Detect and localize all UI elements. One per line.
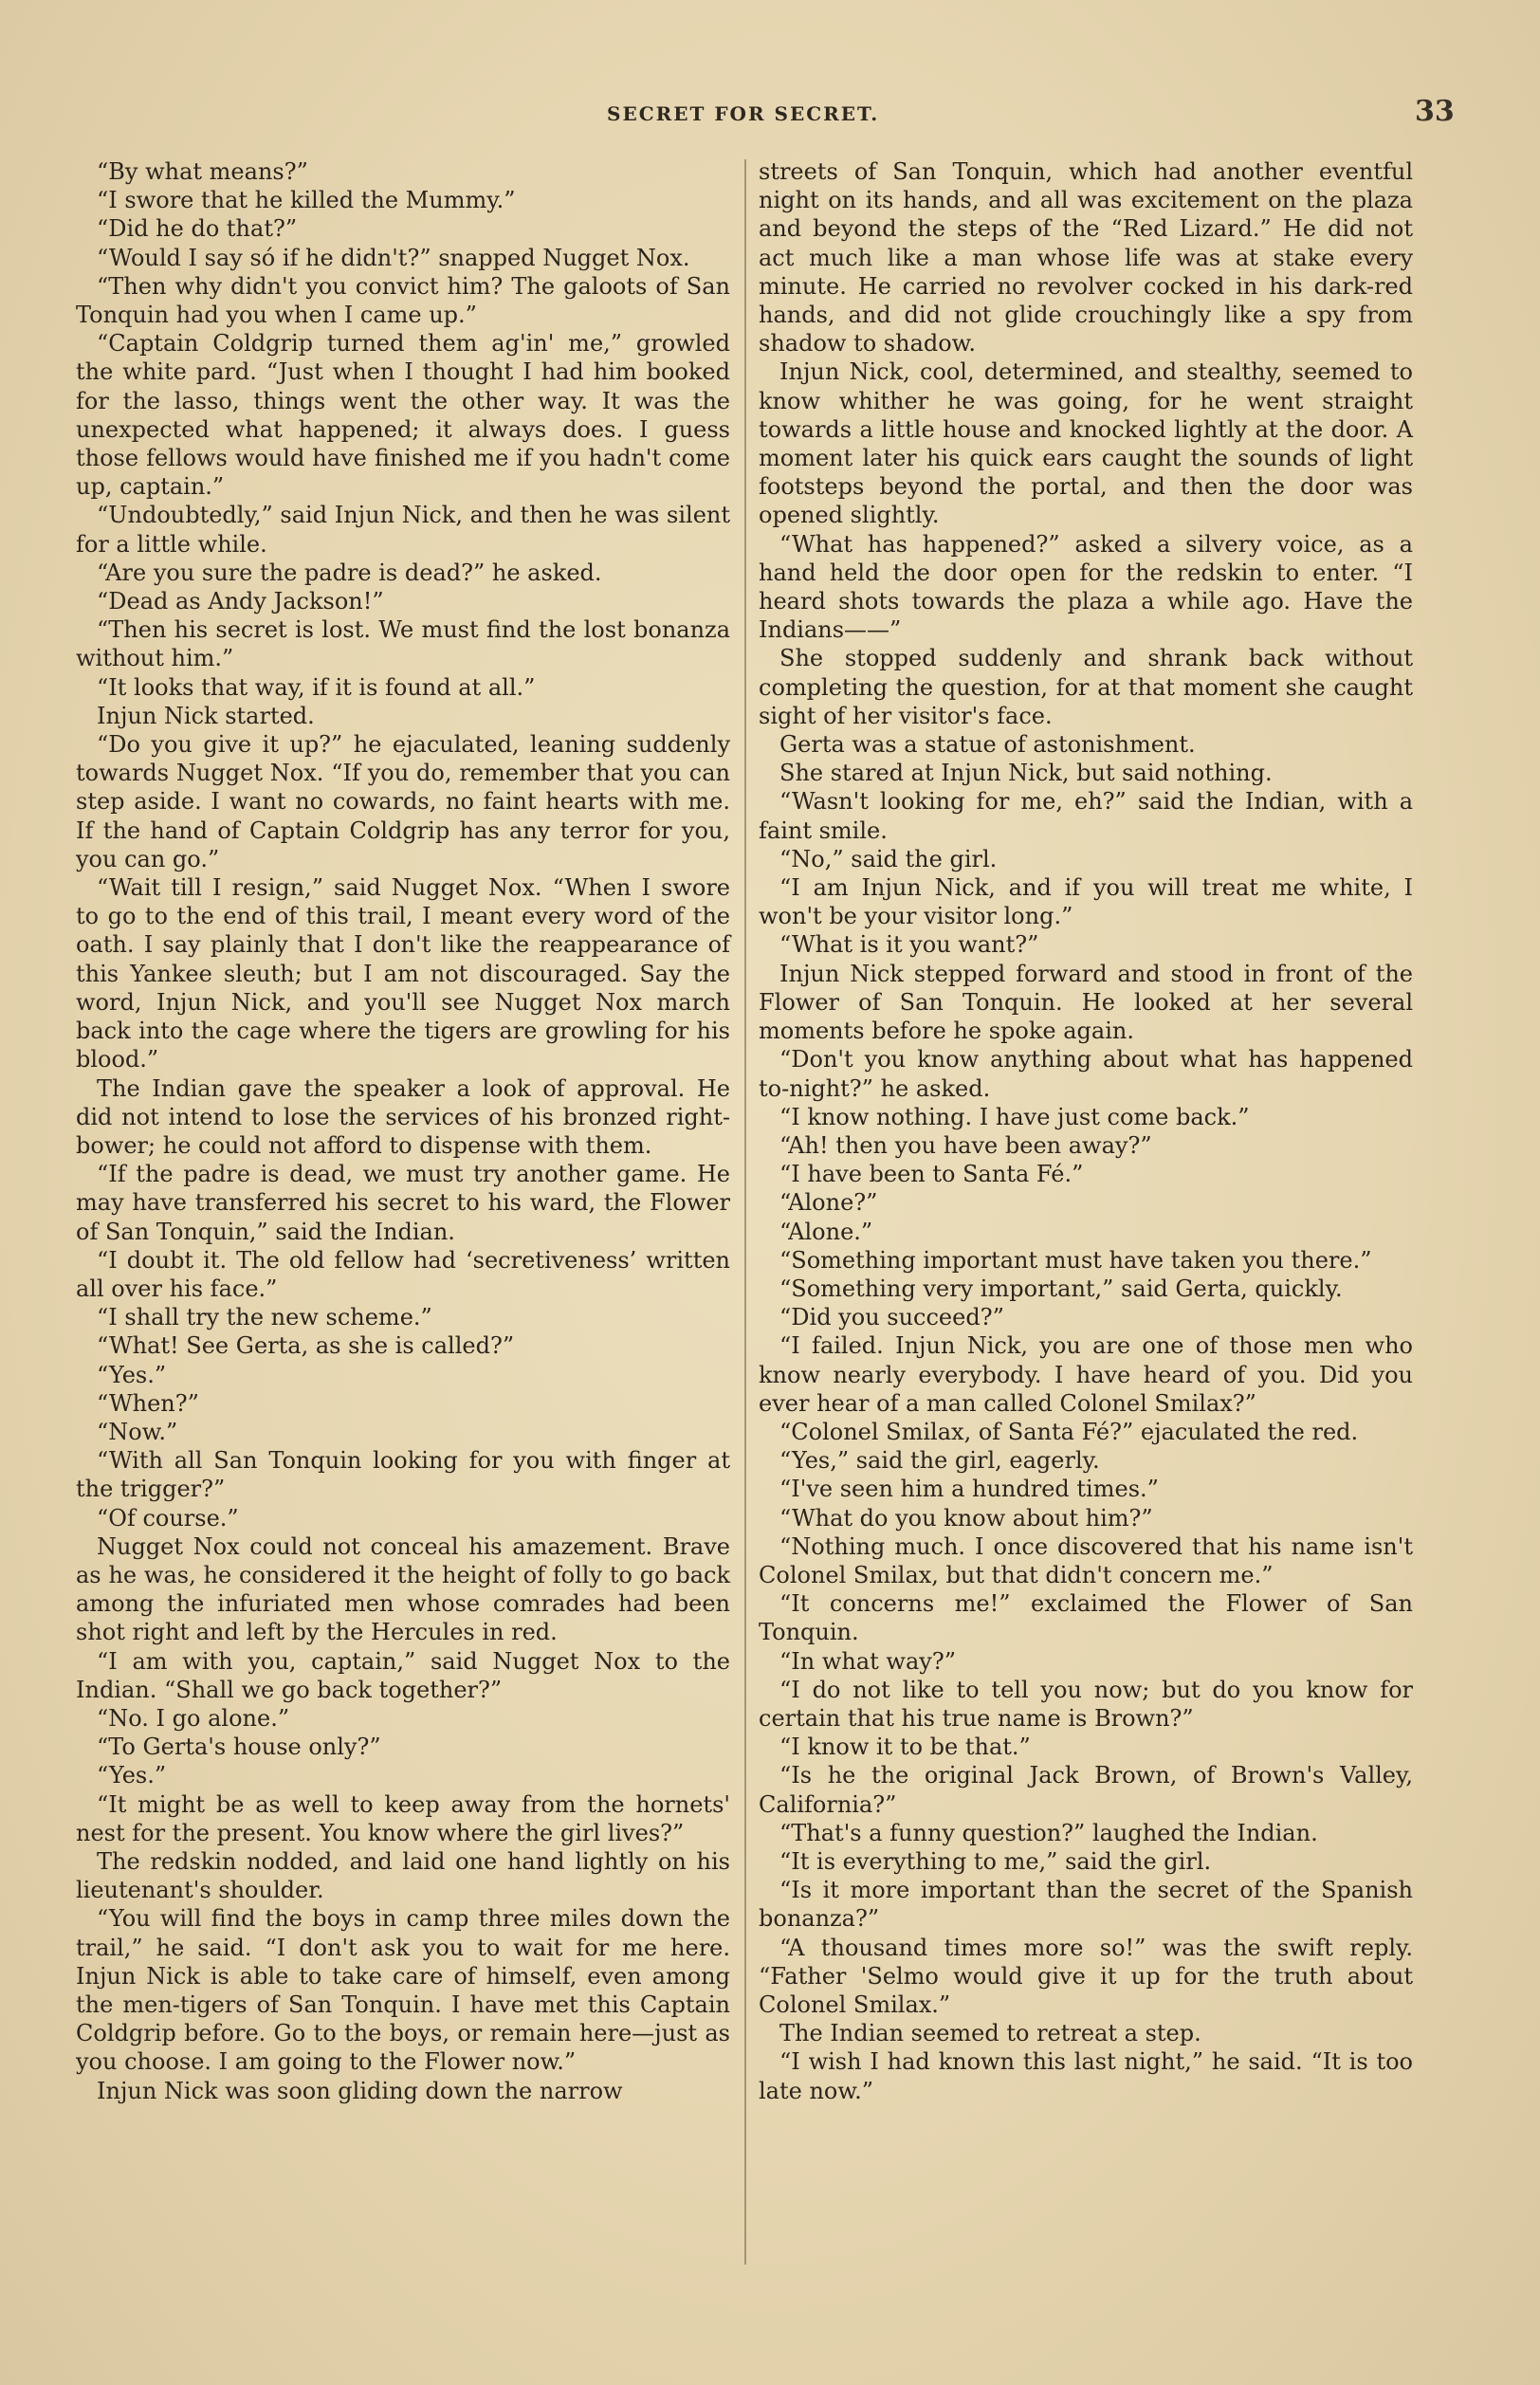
paragraph: “What do you know about him?” bbox=[779, 1504, 1153, 1532]
paragraph: “By what means?” bbox=[97, 158, 308, 185]
paragraph: “A thousand times more so!” was the swift reply. “Father 'Selmo would give it up for the truth about Colonel Smilax.” bbox=[759, 1934, 1413, 2018]
paragraph: “It is everything to me,” said the girl. bbox=[779, 1847, 1212, 1875]
paragraph: “It might be as well to keep away from the hornets' nest for the present. You know where the girl lives?” bbox=[76, 1790, 730, 1846]
paragraph: “Is it more important than the secret of the Spanish bonanza?” bbox=[759, 1877, 1413, 1933]
paragraph: “I know nothing. I have just come back.” bbox=[779, 1103, 1250, 1130]
paragraph: “I have been to Santa Fé.” bbox=[779, 1161, 1084, 1188]
paragraph: “I shall try the new scheme.” bbox=[97, 1304, 432, 1331]
paragraph: “Of course.” bbox=[97, 1504, 239, 1532]
paragraph: “Did he do that?” bbox=[97, 215, 298, 243]
paragraph: “I am with you, captain,” said Nugget Nox to the Indian. “Shall we go back together?” bbox=[76, 1647, 730, 1703]
paragraph: “No. I go alone.” bbox=[97, 1704, 290, 1732]
paragraph: “Alone.” bbox=[779, 1218, 873, 1245]
paragraph: The Indian gave the speaker a look of approval. He did not intend to lose the services of his bronzed right-bower; he could not afford to dispense with them. bbox=[76, 1074, 730, 1159]
paragraph: “Do you give it up?” he ejaculated, leaning suddenly towards Nugget Nox. “If you do, remember that you can step aside. I want no cowards, no faint hearts with me. If the hand of Captain Coldgrip has any terror for you, you can go.” bbox=[76, 731, 730, 872]
paragraph: “Dead as Andy Jackson!” bbox=[97, 588, 384, 615]
paragraph: The Indian seemed to retreat a step. bbox=[779, 2020, 1201, 2047]
paragraph: “I do not like to tell you now; but do you know for certain that his true name is Brown?” bbox=[759, 1676, 1413, 1732]
paragraph: “Did you succeed?” bbox=[779, 1304, 1004, 1331]
paragraph: “In what way?” bbox=[779, 1647, 956, 1675]
paragraph: “I know it to be that.” bbox=[779, 1734, 1031, 1761]
paragraph: “What! See Gerta, as she is called?” bbox=[97, 1332, 515, 1360]
running-header: SECRET FOR SECRET. bbox=[607, 102, 880, 125]
paragraph: “I've seen him a hundred times.” bbox=[779, 1476, 1159, 1503]
paragraph: “Nothing much. I once discovered that his name isn't Colonel Smilax, but that didn't concern me.” bbox=[759, 1532, 1413, 1588]
paragraph: “Yes.” bbox=[97, 1762, 167, 1789]
paragraph: “Don't you know anything about what has happened to-night?” he asked. bbox=[759, 1046, 1413, 1102]
paragraph: Nugget Nox could not conceal his amazement. Brave as he was, he considered it the height of folly to go back among the infuriated men whose comrades had been shot right and left by the Hercules in red. bbox=[76, 1532, 730, 1646]
paragraph: “Captain Coldgrip turned them ag'in' me,” growled the white pard. “Just when I thought I had him booked for the lasso, things went the other way. It was the unexpected what happened; it always does. I guess those fellows would have finished me if you hadn't come up, captain.” bbox=[76, 330, 730, 501]
paragraph: “What has happened?” asked a silvery voice, as a hand held the door open for the redskin to enter. “I heard shots towards the plaza a while ago. Have the Indians——” bbox=[759, 530, 1413, 644]
paragraph: “If the padre is dead, we must try another game. He may have transferred his secret to his ward, the Flower of San Tonquin,” said the Indian. bbox=[76, 1161, 730, 1245]
paragraph: The redskin nodded, and laid one hand lightly on his lieutenant's shoulder. bbox=[76, 1847, 730, 1904]
right-column bbox=[759, 157, 1413, 2105]
paragraph: “You will find the boys in camp three miles down the trail,” he said. “I don't ask you to wait for me here. Injun Nick is able to take care of himself, even among the men-tigers of San Tonquin. I have met this Captain Coldgrip before. Go to the boys, or remain here—just as you choose. I am going to the Flower now.” bbox=[76, 1905, 730, 2076]
paragraph: “I failed. Injun Nick, you are one of those men who know nearly everybody. I have heard of you. Did you ever hear of a man called Colonel Smilax?” bbox=[759, 1332, 1413, 1417]
paragraph: “Something important must have taken you there.” bbox=[779, 1246, 1372, 1274]
paragraph: “Would I say só if he didn't?” snapped Nugget Nox. bbox=[97, 244, 690, 271]
paragraph: “Something very important,” said Gerta, quickly. bbox=[779, 1275, 1343, 1302]
paragraph: streets of San Tonquin, which had another eventful night on its hands, and all was excitement on the plaza and beyond the steps of the “Red Lizard.” He did not act much like a man whose life was at stake every minute. He carried no revolver cocked in his dark-red hands, and did not glide crouchingly like a spy from shadow to shadow. bbox=[759, 158, 1413, 358]
paragraph: “What is it you want?” bbox=[779, 931, 1039, 959]
paragraph: “Then his secret is lost. We must find the lost bonanza without him.” bbox=[76, 616, 730, 672]
paragraph: “That's a funny question?” laughed the Indian. bbox=[779, 1819, 1318, 1846]
paragraph: Injun Nick stepped forward and stood in front of the Flower of San Tonquin. He looked at her several moments before he spoke again. bbox=[759, 960, 1413, 1045]
paragraph: “When?” bbox=[97, 1389, 199, 1417]
paragraph: Injun Nick, cool, determined, and stealthy, seemed to know whither he was going, for he went straight towards a little house and knocked lightly at the door. A moment later his quick ears caught the sounds of light footsteps beyond the portal, and then the door was opened slightly. bbox=[759, 358, 1413, 529]
paragraph: “Yes,” said the girl, eagerly. bbox=[779, 1447, 1100, 1475]
paragraph: She stared at Injun Nick, but said nothing. bbox=[779, 760, 1273, 787]
paragraph: “Wait till I resign,” said Nugget Nox. “When I swore to go to the end of this trail, I meant every word of the oath. I say plainly that I don't like the reappearance of this Yankee sleuth; but I am not discouraged. Say the word, Injun Nick, and you'll see Nugget Nox march back into the cage where the tigers are growling for his blood.” bbox=[76, 874, 730, 1073]
paragraph: “It concerns me!” exclaimed the Flower of San Tonquin. bbox=[759, 1590, 1413, 1646]
paragraph: “I doubt it. The old fellow had ‘secretiveness’ written all over his face.” bbox=[76, 1246, 730, 1302]
paragraph: “Colonel Smilax, of Santa Fé?” ejaculated the red. bbox=[779, 1418, 1359, 1445]
column-divider bbox=[744, 159, 746, 2265]
paragraph: “Then why didn't you convict him? The galoots of San Tonquin had you when I came up.” bbox=[76, 272, 730, 329]
paragraph: “Are you sure the padre is dead?” he asked. bbox=[97, 559, 602, 586]
paragraph: “Wasn't looking for me, eh?” said the Indian, with a faint smile. bbox=[759, 788, 1413, 844]
left-column bbox=[76, 157, 730, 2105]
paragraph: Injun Nick was soon gliding down the narrow bbox=[97, 2077, 623, 2104]
paragraph: “With all San Tonquin looking for you with finger at the trigger?” bbox=[76, 1447, 730, 1503]
paragraph: “Is he the original Jack Brown, of Brown's Valley, California?” bbox=[759, 1762, 1413, 1818]
paragraph: “It looks that way, if it is found at all.” bbox=[97, 673, 536, 701]
paragraph: “No,” said the girl. bbox=[779, 845, 998, 872]
paragraph: “I swore that he killed the Mummy.” bbox=[97, 187, 516, 214]
paragraph: Gerta was a statue of astonishment. bbox=[779, 731, 1196, 759]
paragraph: “Now.” bbox=[97, 1418, 178, 1445]
page-number: 33 bbox=[1415, 95, 1455, 128]
paragraph: “I wish I had known this last night,” he said. “It is too late now.” bbox=[759, 2048, 1413, 2104]
paragraph: “Ah! then you have been away?” bbox=[779, 1131, 1152, 1159]
paragraph: “I am Injun Nick, and if you will treat me white, I won't be your visitor long.” bbox=[759, 874, 1413, 930]
paragraph: She stopped suddenly and shrank back without completing the question, for at that moment she caught sight of her visitor's face. bbox=[759, 645, 1413, 729]
paragraph: Injun Nick started. bbox=[97, 702, 315, 729]
paragraph: “To Gerta's house only?” bbox=[97, 1734, 381, 1761]
paragraph: “Alone?” bbox=[779, 1189, 878, 1217]
paragraph: “Undoubtedly,” said Injun Nick, and then he was silent for a little while. bbox=[76, 502, 730, 558]
paragraph: “Yes.” bbox=[97, 1361, 167, 1388]
